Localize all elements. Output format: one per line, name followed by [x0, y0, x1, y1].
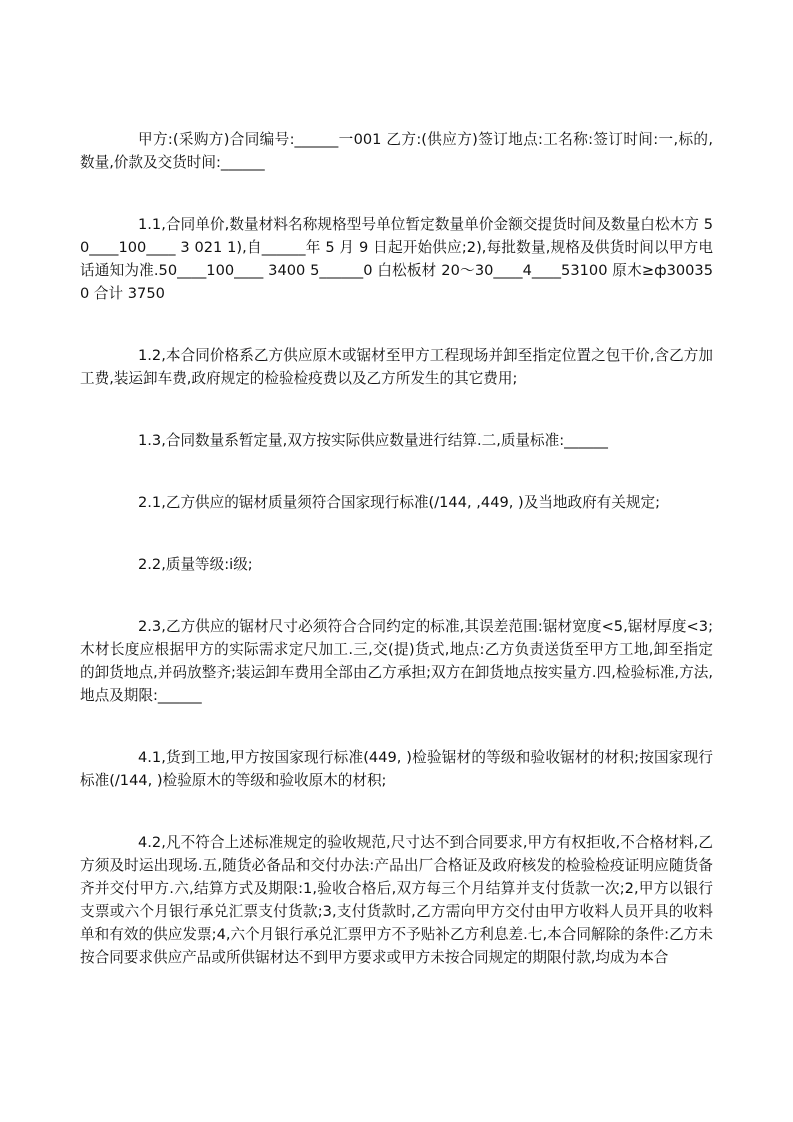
paragraph-2-1: 2.1,乙方供应的锯材质量须符合国家现行标准(/144, ,449, )及当地政府有关规定;	[138, 494, 661, 511]
paragraph-1-1: 1.1,合同单价,数量材料名称规格型号单位暂定数量单价金额交提货时间及数量白松木方 50____100____ 3 021 1),自______年 5 月 9 日起开始供应;2),每批数量,规格及供货时间以甲方电话通知为准.50____100____ 3400 5______0 白松板材 20～30____4____53100 原木≥ф300350 合计 3750	[80, 216, 713, 302]
paragraph-parties: 甲方:(采购方)合同编号:______一001 乙方:(供应方)签订地点:工名称:签订时间:一,标的,数量,价款及交货时间:______	[80, 131, 713, 171]
paragraph-4-1: 4.1,货到工地,甲方按国家现行标准(449, )检验锯材的等级和验收锯材的材积;按国家现行标准(/144, )检验原木的等级和验收原木的材积;	[80, 749, 713, 789]
paragraph-4-2: 4.2,凡不符合上述标准规定的验收规范,尺寸达不到合同要求,甲方有权拒收,不合格材料,乙方须及时运出现场.五,随货必备品和交付办法:产品出厂合格证及政府核发的检验检疫证明应随货备齐并交付甲方.六,结算方式及期限:1,验收合格后,双方每三个月结算并支付货款一次;2,甲方以银行 支票或六个月银行承兑汇票支付货款;3,支付货款时,乙方需向甲方交付由甲方收料人员开具的收料单和有效的供应发票;4,六个月银行承兑汇票甲方不予贴补乙方利息差.七,本合同解除的条件:乙方未按合同要求供应产品或所供锯材达不到甲方要求或甲方未按合同规定的期限付款,均成为本合	[80, 834, 718, 966]
paragraph-2-2: 2.2,质量等级:ⅰ级;	[138, 556, 253, 573]
paragraph-1-2: 1.2,本合同价格系乙方供应原木或锯材至甲方工程现场并卸至指定位置之包干价,含乙方加工费,装运卸车费,政府规定的检验检疫费以及乙方所发生的其它费用;	[80, 347, 713, 387]
paragraph-2-3: 2.3,乙方供应的锯材尺寸必须符合合同约定的标准,其误差范围:锯材宽度<5,锯材厚度<3;木材长度应根据甲方的实际需求定尺加工.三,交(提)货式,地点:乙方负责送货至甲方工地,卸至指定的卸货地点,并码放整齐;装运卸车费用全部由乙方承担;双方在卸货地点按实量方.四,检验标准,方法,地点及期限:______	[80, 618, 713, 704]
paragraph-1-3: 1.3,合同数量系暂定量,双方按实际供应数量进行结算.二,质量标准:______	[138, 432, 608, 449]
